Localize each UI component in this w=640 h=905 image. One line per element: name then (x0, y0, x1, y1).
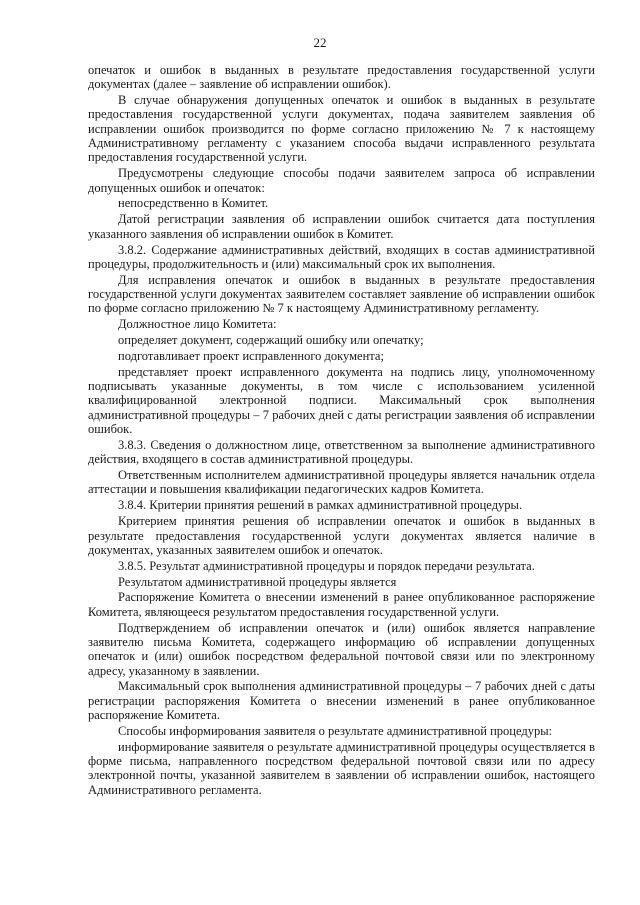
section-heading: 3.8.5. Результат административной процедуры и порядок передачи результата. (118, 558, 535, 573)
paragraph: опечаток и ошибок в выданных в результате предоставления государственной услуги документах (далее – заявление об исправлении ошибок). (88, 63, 595, 92)
paragraph: Распоряжение Комитета о внесении изменений в ранее опубликованное распоряжение Комитета, являющееся результатом предоставления государственной услуги. (88, 590, 595, 619)
section-heading: 3.8.3. Сведения о должностном лице, ответственном за выполнение административного действия, входящего в состав административной процедуры. (88, 437, 595, 467)
list-item: подготавливает проект исправленного документа; (118, 348, 384, 363)
paragraph: В случае обнаружения допущенных опечаток и ошибок в выданных в результате предоставления государственной услуги документах, подача заявителем заявления об исправлении ошибок производится по форме согласно приложению № 7 к настоящему Административному регламенту с указанием способа выдачи исправленного результата предоставления государственной услуги. (88, 93, 595, 165)
paragraph: Способы информирования заявителя о результате административной процедуры: (118, 723, 553, 738)
paragraph: Критерием принятия решения об исправлении опечаток и ошибок в выданных в результате предоставления государственной услуги документах является наличие в документах, указанных заявителем ошибок и опечаток. (88, 514, 595, 557)
page-number: 22 (313, 35, 327, 50)
paragraph: непосредственно в Комитет. (118, 196, 269, 211)
paragraph: Датой регистрации заявления об исправлении ошибок считается дата поступления указанного заявления об исправлении ошибок в Комитет. (88, 212, 595, 241)
paragraph: Ответственным исполнителем административной процедуры является начальник отдела аттестации и повышения квалификации педагогических кадров Комитета. (88, 468, 595, 497)
paragraph: Предусмотрены следующие способы подачи заявителем запроса об исправлении допущенных ошибок и опечаток: (88, 166, 595, 195)
paragraph: Максимальный срок выполнения административной процедуры – 7 рабочих дней с даты регистрации распоряжения Комитета о внесении изменений в ранее опубликованное распоряжение Комитета. (88, 679, 595, 723)
list-item: определяет документ, содержащий ошибку или опечатку; (118, 333, 424, 348)
document-body (88, 63, 595, 799)
section-heading: 3.8.4. Критерии принятия решений в рамках административной процедуры. (118, 498, 523, 513)
paragraph: Должностное лицо Комитета: (118, 317, 277, 332)
paragraph: Для исправления опечаток и ошибок в выданных в результате предоставления государственной услуги документах заявителем составляет заявление об исправлении ошибок по форме согласно приложению № 7 к настоящему Административному регламенту. (88, 272, 595, 316)
section-heading: 3.8.2. Содержание административных действий, входящих в состав административной процедуры, продолжительность и (или) максимальный срок их выполнения. (88, 242, 595, 271)
paragraph: информирование заявителя о результате административной процедуры осуществляется в форме письма, направленного посредством федеральной почтовой связи или по адресу электронной почты, указанной заявителем в заявлении об исправлении ошибок, настоящего Административного регламента. (88, 739, 595, 797)
paragraph: Подтверждением об исправлении опечаток и (или) ошибок является направление заявителю письма Комитета, содержащего информацию об исправлении допущенных опечаток и (или) ошибок посредством федеральной почтовой связи или по электронному адресу, указанному в заявлении. (88, 620, 595, 678)
paragraph: Результатом административной процедуры является (118, 574, 397, 589)
list-item: представляет проект исправленного документа на подпись лицу, уполномоченному подписывать указанные документы, в том числе с использованием усиленной квалифицированной электронной подписи. Максимальный срок выполнения административной процедуры – 7 рабочих дней с даты регистрации заявления об исправлении ошибок. (88, 364, 595, 437)
